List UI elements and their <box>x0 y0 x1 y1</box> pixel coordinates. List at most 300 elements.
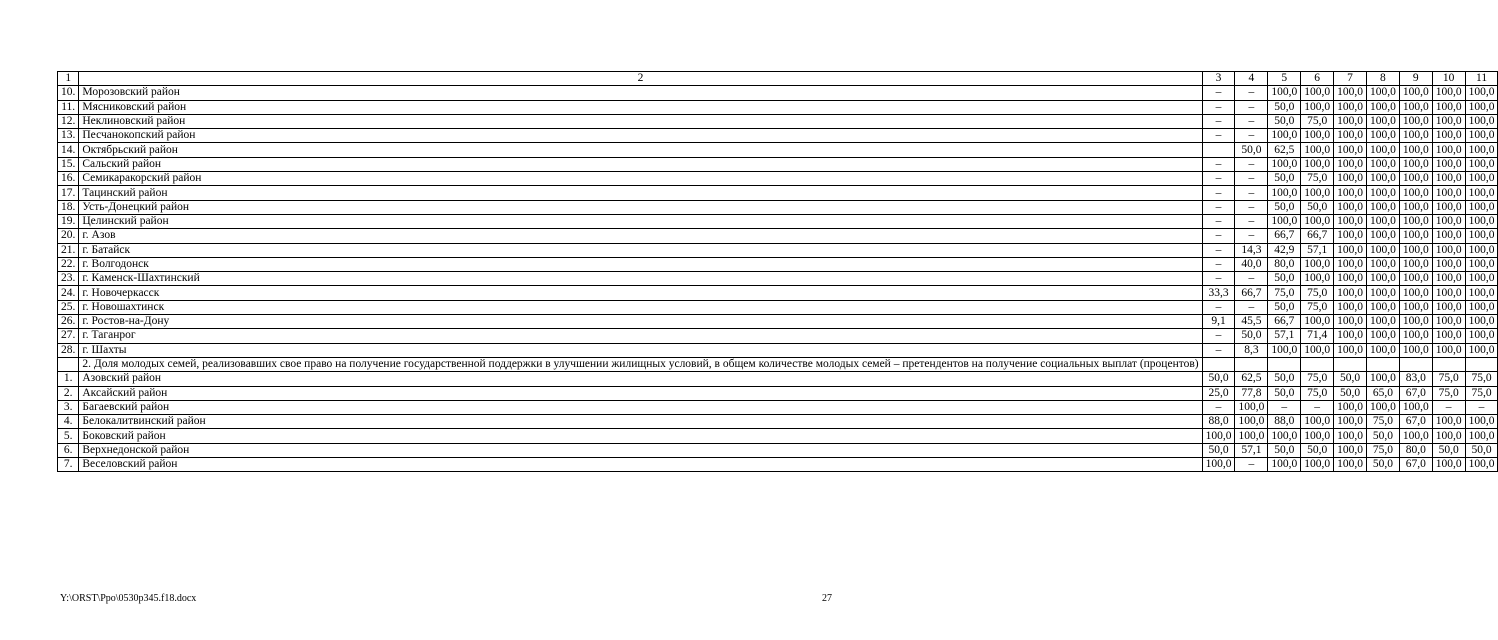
value-cell: 100,0 <box>1268 214 1301 228</box>
value-cell: 100,0 <box>1399 172 1432 186</box>
row-name: Верхнедонской район <box>79 443 1202 457</box>
row-name: Семикаракорский район <box>79 172 1202 186</box>
value-cell: 67,0 <box>1399 458 1432 472</box>
value-cell: 100,0 <box>1268 129 1301 143</box>
value-cell: 100,0 <box>1465 429 1498 443</box>
row-name: г. Каменск-Шахтинский <box>79 272 1202 286</box>
row-number: 22. <box>58 257 79 271</box>
value-cell: 50,0 <box>1235 143 1268 157</box>
value-cell: 67,0 <box>1399 415 1432 429</box>
row-number: 28. <box>58 343 79 357</box>
table-body <box>58 86 1498 472</box>
value-cell: – <box>1202 186 1235 200</box>
value-cell: 100,0 <box>1268 343 1301 357</box>
value-cell: 50,0 <box>1268 200 1301 214</box>
value-cell: 100,0 <box>1465 229 1498 243</box>
value-cell: 100,0 <box>1399 343 1432 357</box>
table-row <box>58 229 1498 243</box>
value-cell: – <box>1202 329 1235 343</box>
value-cell: 100,0 <box>1432 100 1465 114</box>
empty-cell <box>1202 357 1235 371</box>
row-name: Белокалитвинский район <box>79 415 1202 429</box>
header-cell: 7 <box>1334 72 1367 86</box>
empty-cell <box>1366 357 1399 371</box>
value-cell: 50,0 <box>1334 372 1367 386</box>
value-cell: 100,0 <box>1366 329 1399 343</box>
value-cell: 100,0 <box>1432 257 1465 271</box>
value-cell: 80,0 <box>1268 257 1301 271</box>
row-number: 3. <box>58 400 79 414</box>
row-number: 15. <box>58 157 79 171</box>
value-cell: 100,0 <box>1301 129 1334 143</box>
value-cell: 100,0 <box>1202 458 1235 472</box>
value-cell: 50,0 <box>1202 372 1235 386</box>
value-cell: 50,0 <box>1268 272 1301 286</box>
row-name: г. Таганрог <box>79 329 1202 343</box>
empty-cell <box>1268 357 1301 371</box>
value-cell: 100,0 <box>1334 100 1367 114</box>
row-name: Сальский район <box>79 157 1202 171</box>
value-cell: – <box>1202 200 1235 214</box>
value-cell: – <box>1202 257 1235 271</box>
value-cell: 100,0 <box>1432 272 1465 286</box>
row-number: 10. <box>58 86 79 100</box>
value-cell: 100,0 <box>1334 200 1367 214</box>
value-cell: – <box>1202 100 1235 114</box>
value-cell: – <box>1235 86 1268 100</box>
row-name: г. Новошахтинск <box>79 300 1202 314</box>
value-cell: – <box>1202 114 1235 128</box>
row-name: г. Ростов-на-Дону <box>79 315 1202 329</box>
row-number: 12. <box>58 114 79 128</box>
value-cell: 100,0 <box>1366 272 1399 286</box>
empty-cell <box>1301 357 1334 371</box>
row-name: Усть-Донецкий район <box>79 200 1202 214</box>
table-row <box>58 329 1498 343</box>
value-cell: 100,0 <box>1465 86 1498 100</box>
value-cell: 100,0 <box>1465 214 1498 228</box>
row-number: 11. <box>58 100 79 114</box>
value-cell: 83,0 <box>1399 372 1432 386</box>
table-row <box>58 86 1498 100</box>
value-cell: 66,7 <box>1301 229 1334 243</box>
table-row <box>58 429 1498 443</box>
row-number: 18. <box>58 200 79 214</box>
value-cell: 100,0 <box>1465 343 1498 357</box>
value-cell: – <box>1235 300 1268 314</box>
value-cell: 100,0 <box>1366 214 1399 228</box>
table-row <box>58 100 1498 114</box>
row-name: Тацинский район <box>79 186 1202 200</box>
value-cell: – <box>1235 200 1268 214</box>
value-cell: 100,0 <box>1465 100 1498 114</box>
value-cell: 100,0 <box>1366 400 1399 414</box>
value-cell: 100,0 <box>1465 415 1498 429</box>
table-row <box>58 386 1498 400</box>
value-cell: 100,0 <box>1366 143 1399 157</box>
value-cell: 100,0 <box>1465 272 1498 286</box>
table-row <box>58 443 1498 457</box>
value-cell: 100,0 <box>1399 300 1432 314</box>
value-cell: – <box>1235 157 1268 171</box>
value-cell: 100,0 <box>1301 343 1334 357</box>
table-row <box>58 214 1498 228</box>
header-cell: 2 <box>79 72 1202 86</box>
row-number: 5. <box>58 429 79 443</box>
value-cell: 100,0 <box>1465 243 1498 257</box>
row-name: Мясниковский район <box>79 100 1202 114</box>
value-cell: 100,0 <box>1399 214 1432 228</box>
value-cell: 100,0 <box>1366 86 1399 100</box>
value-cell: – <box>1202 172 1235 186</box>
value-cell: 100,0 <box>1366 200 1399 214</box>
section-title: 2. Доля молодых семей, реализовавших свое право на получение государственной поддержки в улучшении жилищных условий, в общем количестве молодых семей – претендентов на получение социальных выплат (процентов) <box>79 357 1202 371</box>
data-table <box>57 71 1498 472</box>
value-cell: – <box>1202 86 1235 100</box>
value-cell: 50,0 <box>1334 386 1367 400</box>
value-cell: 100,0 <box>1334 286 1367 300</box>
row-number: 16. <box>58 172 79 186</box>
value-cell: 100,0 <box>1334 257 1367 271</box>
value-cell: 100,0 <box>1465 114 1498 128</box>
value-cell: – <box>1235 129 1268 143</box>
value-cell: 100,0 <box>1465 172 1498 186</box>
value-cell: 100,0 <box>1301 257 1334 271</box>
value-cell: 100,0 <box>1399 229 1432 243</box>
footer-file-path: Y:\ORST\Ppo\0530p345.f18.docx <box>60 593 197 604</box>
value-cell: 100,0 <box>1268 429 1301 443</box>
value-cell: 100,0 <box>1235 415 1268 429</box>
value-cell: 88,0 <box>1268 415 1301 429</box>
table-row <box>58 186 1498 200</box>
value-cell: 100,0 <box>1202 429 1235 443</box>
value-cell: 100,0 <box>1334 129 1367 143</box>
value-cell: 100,0 <box>1432 86 1465 100</box>
value-cell: 100,0 <box>1432 214 1465 228</box>
value-cell: 9,1 <box>1202 315 1235 329</box>
row-name: г. Шахты <box>79 343 1202 357</box>
value-cell: – <box>1202 272 1235 286</box>
row-number: 6. <box>58 443 79 457</box>
empty-cell <box>1235 357 1268 371</box>
value-cell: 100,0 <box>1399 243 1432 257</box>
value-cell: 100,0 <box>1301 415 1334 429</box>
value-cell: 100,0 <box>1301 143 1334 157</box>
header-cell: 10 <box>1432 72 1465 86</box>
value-cell: 100,0 <box>1465 143 1498 157</box>
value-cell: 100,0 <box>1334 86 1367 100</box>
value-cell: 8,3 <box>1235 343 1268 357</box>
value-cell: 100,0 <box>1301 214 1334 228</box>
value-cell: 100,0 <box>1366 157 1399 171</box>
value-cell: 100,0 <box>1399 186 1432 200</box>
value-cell: 66,7 <box>1268 229 1301 243</box>
table-row <box>58 372 1498 386</box>
value-cell: 66,7 <box>1268 315 1301 329</box>
value-cell: 100,0 <box>1334 458 1367 472</box>
value-cell: 40,0 <box>1235 257 1268 271</box>
value-cell: 75,0 <box>1301 286 1334 300</box>
row-number: 17. <box>58 186 79 200</box>
value-cell: 100,0 <box>1432 343 1465 357</box>
row-name: Багаевский район <box>79 400 1202 414</box>
value-cell: 100,0 <box>1432 229 1465 243</box>
footer-page-number: 27 <box>822 593 832 604</box>
row-number: 14. <box>58 143 79 157</box>
value-cell: 100,0 <box>1465 286 1498 300</box>
header-row <box>58 72 1498 86</box>
value-cell: 100,0 <box>1268 86 1301 100</box>
header-cell: 11 <box>1465 72 1498 86</box>
value-cell: 100,0 <box>1301 186 1334 200</box>
value-cell: 100,0 <box>1366 243 1399 257</box>
value-cell: 100,0 <box>1366 114 1399 128</box>
value-cell: – <box>1235 114 1268 128</box>
value-cell: 100,0 <box>1334 343 1367 357</box>
row-name: Аксайский район <box>79 386 1202 400</box>
value-cell: 100,0 <box>1268 186 1301 200</box>
row-number: 1. <box>58 372 79 386</box>
value-cell: 45,5 <box>1235 315 1268 329</box>
value-cell: 100,0 <box>1366 343 1399 357</box>
value-cell: 62,5 <box>1235 372 1268 386</box>
row-number: 2. <box>58 386 79 400</box>
table-row <box>58 272 1498 286</box>
value-cell: 100,0 <box>1432 286 1465 300</box>
table-row <box>58 315 1498 329</box>
value-cell: 100,0 <box>1301 100 1334 114</box>
table-row <box>58 415 1498 429</box>
empty-cell <box>1465 357 1498 371</box>
value-cell: 50,0 <box>1268 386 1301 400</box>
value-cell: 50,0 <box>1268 172 1301 186</box>
row-number: 25. <box>58 300 79 314</box>
value-cell: 100,0 <box>1366 229 1399 243</box>
value-cell: – <box>1235 186 1268 200</box>
table-row <box>58 257 1498 271</box>
value-cell: – <box>1202 400 1235 414</box>
header-cell: 6 <box>1301 72 1334 86</box>
value-cell: 50,0 <box>1432 443 1465 457</box>
value-cell: 100,0 <box>1465 129 1498 143</box>
table-row <box>58 143 1498 157</box>
row-number: 24. <box>58 286 79 300</box>
value-cell: – <box>1235 229 1268 243</box>
value-cell: 100,0 <box>1301 86 1334 100</box>
row-number: 20. <box>58 229 79 243</box>
value-cell: 75,0 <box>1432 386 1465 400</box>
value-cell: – <box>1235 100 1268 114</box>
value-cell: 100,0 <box>1399 86 1432 100</box>
value-cell: – <box>1235 272 1268 286</box>
table-row <box>58 458 1498 472</box>
value-cell: 67,0 <box>1399 386 1432 400</box>
empty-cell <box>1334 357 1367 371</box>
value-cell: 100,0 <box>1334 315 1367 329</box>
table-row <box>58 114 1498 128</box>
empty-cell <box>58 357 79 371</box>
value-cell: 100,0 <box>1399 157 1432 171</box>
value-cell: 100,0 <box>1366 372 1399 386</box>
value-cell: 100,0 <box>1334 272 1367 286</box>
row-number: 26. <box>58 315 79 329</box>
value-cell: 50,0 <box>1366 429 1399 443</box>
value-cell: 100,0 <box>1399 400 1432 414</box>
value-cell: 100,0 <box>1268 157 1301 171</box>
row-name: Октябрьский район <box>79 143 1202 157</box>
value-cell: 57,1 <box>1268 329 1301 343</box>
row-name: Веселовский район <box>79 458 1202 472</box>
value-cell: 50,0 <box>1202 443 1235 457</box>
value-cell: 100,0 <box>1366 186 1399 200</box>
value-cell: 100,0 <box>1366 286 1399 300</box>
header-cell: 4 <box>1235 72 1268 86</box>
empty-cell <box>1399 357 1432 371</box>
value-cell: 65,0 <box>1366 386 1399 400</box>
value-cell: 100,0 <box>1334 415 1367 429</box>
header-cell: 5 <box>1268 72 1301 86</box>
value-cell: 50,0 <box>1235 329 1268 343</box>
header-cell: 8 <box>1366 72 1399 86</box>
value-cell: 100,0 <box>1465 315 1498 329</box>
value-cell: 100,0 <box>1334 329 1367 343</box>
value-cell: 100,0 <box>1432 243 1465 257</box>
value-cell: 100,0 <box>1334 443 1367 457</box>
row-name: Азовский район <box>79 372 1202 386</box>
value-cell: 100,0 <box>1334 214 1367 228</box>
value-cell: 100,0 <box>1399 329 1432 343</box>
value-cell: 100,0 <box>1465 200 1498 214</box>
row-name: Целинский район <box>79 214 1202 228</box>
value-cell: 100,0 <box>1399 286 1432 300</box>
value-cell: 100,0 <box>1465 186 1498 200</box>
value-cell: 100,0 <box>1432 415 1465 429</box>
value-cell: – <box>1202 129 1235 143</box>
value-cell: 75,0 <box>1301 114 1334 128</box>
value-cell: 100,0 <box>1432 429 1465 443</box>
value-cell: 100,0 <box>1432 172 1465 186</box>
value-cell: – <box>1235 214 1268 228</box>
value-cell: 100,0 <box>1432 458 1465 472</box>
value-cell: 100,0 <box>1301 315 1334 329</box>
value-cell: 100,0 <box>1399 129 1432 143</box>
value-cell: 50,0 <box>1268 114 1301 128</box>
table-row <box>58 157 1498 171</box>
value-cell: 100,0 <box>1465 257 1498 271</box>
value-cell: 42,9 <box>1268 243 1301 257</box>
value-cell: – <box>1202 214 1235 228</box>
value-cell: 100,0 <box>1399 315 1432 329</box>
value-cell: 50,0 <box>1301 200 1334 214</box>
value-cell: – <box>1235 458 1268 472</box>
value-cell: 71,4 <box>1301 329 1334 343</box>
value-cell: 100,0 <box>1301 272 1334 286</box>
value-cell: 100,0 <box>1334 300 1367 314</box>
value-cell: 100,0 <box>1334 172 1367 186</box>
header-cell: 1 <box>58 72 79 86</box>
value-cell: – <box>1301 400 1334 414</box>
value-cell: – <box>1465 400 1498 414</box>
value-cell: 25,0 <box>1202 386 1235 400</box>
table-row <box>58 172 1498 186</box>
value-cell: 50,0 <box>1268 100 1301 114</box>
value-cell: 75,0 <box>1366 443 1399 457</box>
value-cell: 80,0 <box>1399 443 1432 457</box>
row-number: 21. <box>58 243 79 257</box>
value-cell: 100,0 <box>1334 429 1367 443</box>
value-cell: 75,0 <box>1432 372 1465 386</box>
row-name: Песчанокопский район <box>79 129 1202 143</box>
row-number: 4. <box>58 415 79 429</box>
value-cell: 100,0 <box>1432 114 1465 128</box>
value-cell: 100,0 <box>1366 100 1399 114</box>
value-cell: 100,0 <box>1235 429 1268 443</box>
row-name: Морозовский район <box>79 86 1202 100</box>
value-cell: – <box>1235 172 1268 186</box>
row-name: г. Азов <box>79 229 1202 243</box>
value-cell: 100,0 <box>1334 157 1367 171</box>
value-cell: – <box>1202 157 1235 171</box>
value-cell <box>1202 143 1235 157</box>
value-cell: 100,0 <box>1366 300 1399 314</box>
row-number: 23. <box>58 272 79 286</box>
value-cell: 100,0 <box>1465 157 1498 171</box>
row-number: 19. <box>58 214 79 228</box>
value-cell: 100,0 <box>1366 257 1399 271</box>
row-name: Боковский район <box>79 429 1202 443</box>
value-cell: 100,0 <box>1432 329 1465 343</box>
row-name: Неклиновский район <box>79 114 1202 128</box>
value-cell: 75,0 <box>1301 386 1334 400</box>
row-name: г. Батайск <box>79 243 1202 257</box>
value-cell: 50,0 <box>1465 443 1498 457</box>
value-cell: 75,0 <box>1301 372 1334 386</box>
value-cell: 75,0 <box>1465 372 1498 386</box>
value-cell: 100,0 <box>1432 129 1465 143</box>
value-cell: 100,0 <box>1465 329 1498 343</box>
value-cell: 62,5 <box>1268 143 1301 157</box>
value-cell: 57,1 <box>1235 443 1268 457</box>
value-cell: 100,0 <box>1432 186 1465 200</box>
value-cell: 100,0 <box>1268 458 1301 472</box>
value-cell: 75,0 <box>1268 286 1301 300</box>
value-cell: 100,0 <box>1399 100 1432 114</box>
value-cell: 100,0 <box>1334 186 1367 200</box>
value-cell: 100,0 <box>1432 315 1465 329</box>
value-cell: 100,0 <box>1334 400 1367 414</box>
value-cell: 100,0 <box>1301 458 1334 472</box>
table-row <box>58 129 1498 143</box>
value-cell: 100,0 <box>1399 429 1432 443</box>
header-cell: 9 <box>1399 72 1432 86</box>
row-number: 13. <box>58 129 79 143</box>
value-cell: 77,8 <box>1235 386 1268 400</box>
value-cell: 57,1 <box>1301 243 1334 257</box>
value-cell: – <box>1268 400 1301 414</box>
value-cell: 75,0 <box>1366 415 1399 429</box>
value-cell: – <box>1202 229 1235 243</box>
value-cell: – <box>1432 400 1465 414</box>
row-number: 7. <box>58 458 79 472</box>
value-cell: 100,0 <box>1399 143 1432 157</box>
value-cell: 100,0 <box>1366 129 1399 143</box>
value-cell: 100,0 <box>1334 114 1367 128</box>
value-cell: 100,0 <box>1334 229 1367 243</box>
value-cell: – <box>1202 300 1235 314</box>
table-row <box>58 400 1498 414</box>
section-row <box>58 357 1498 371</box>
empty-cell <box>1432 357 1465 371</box>
